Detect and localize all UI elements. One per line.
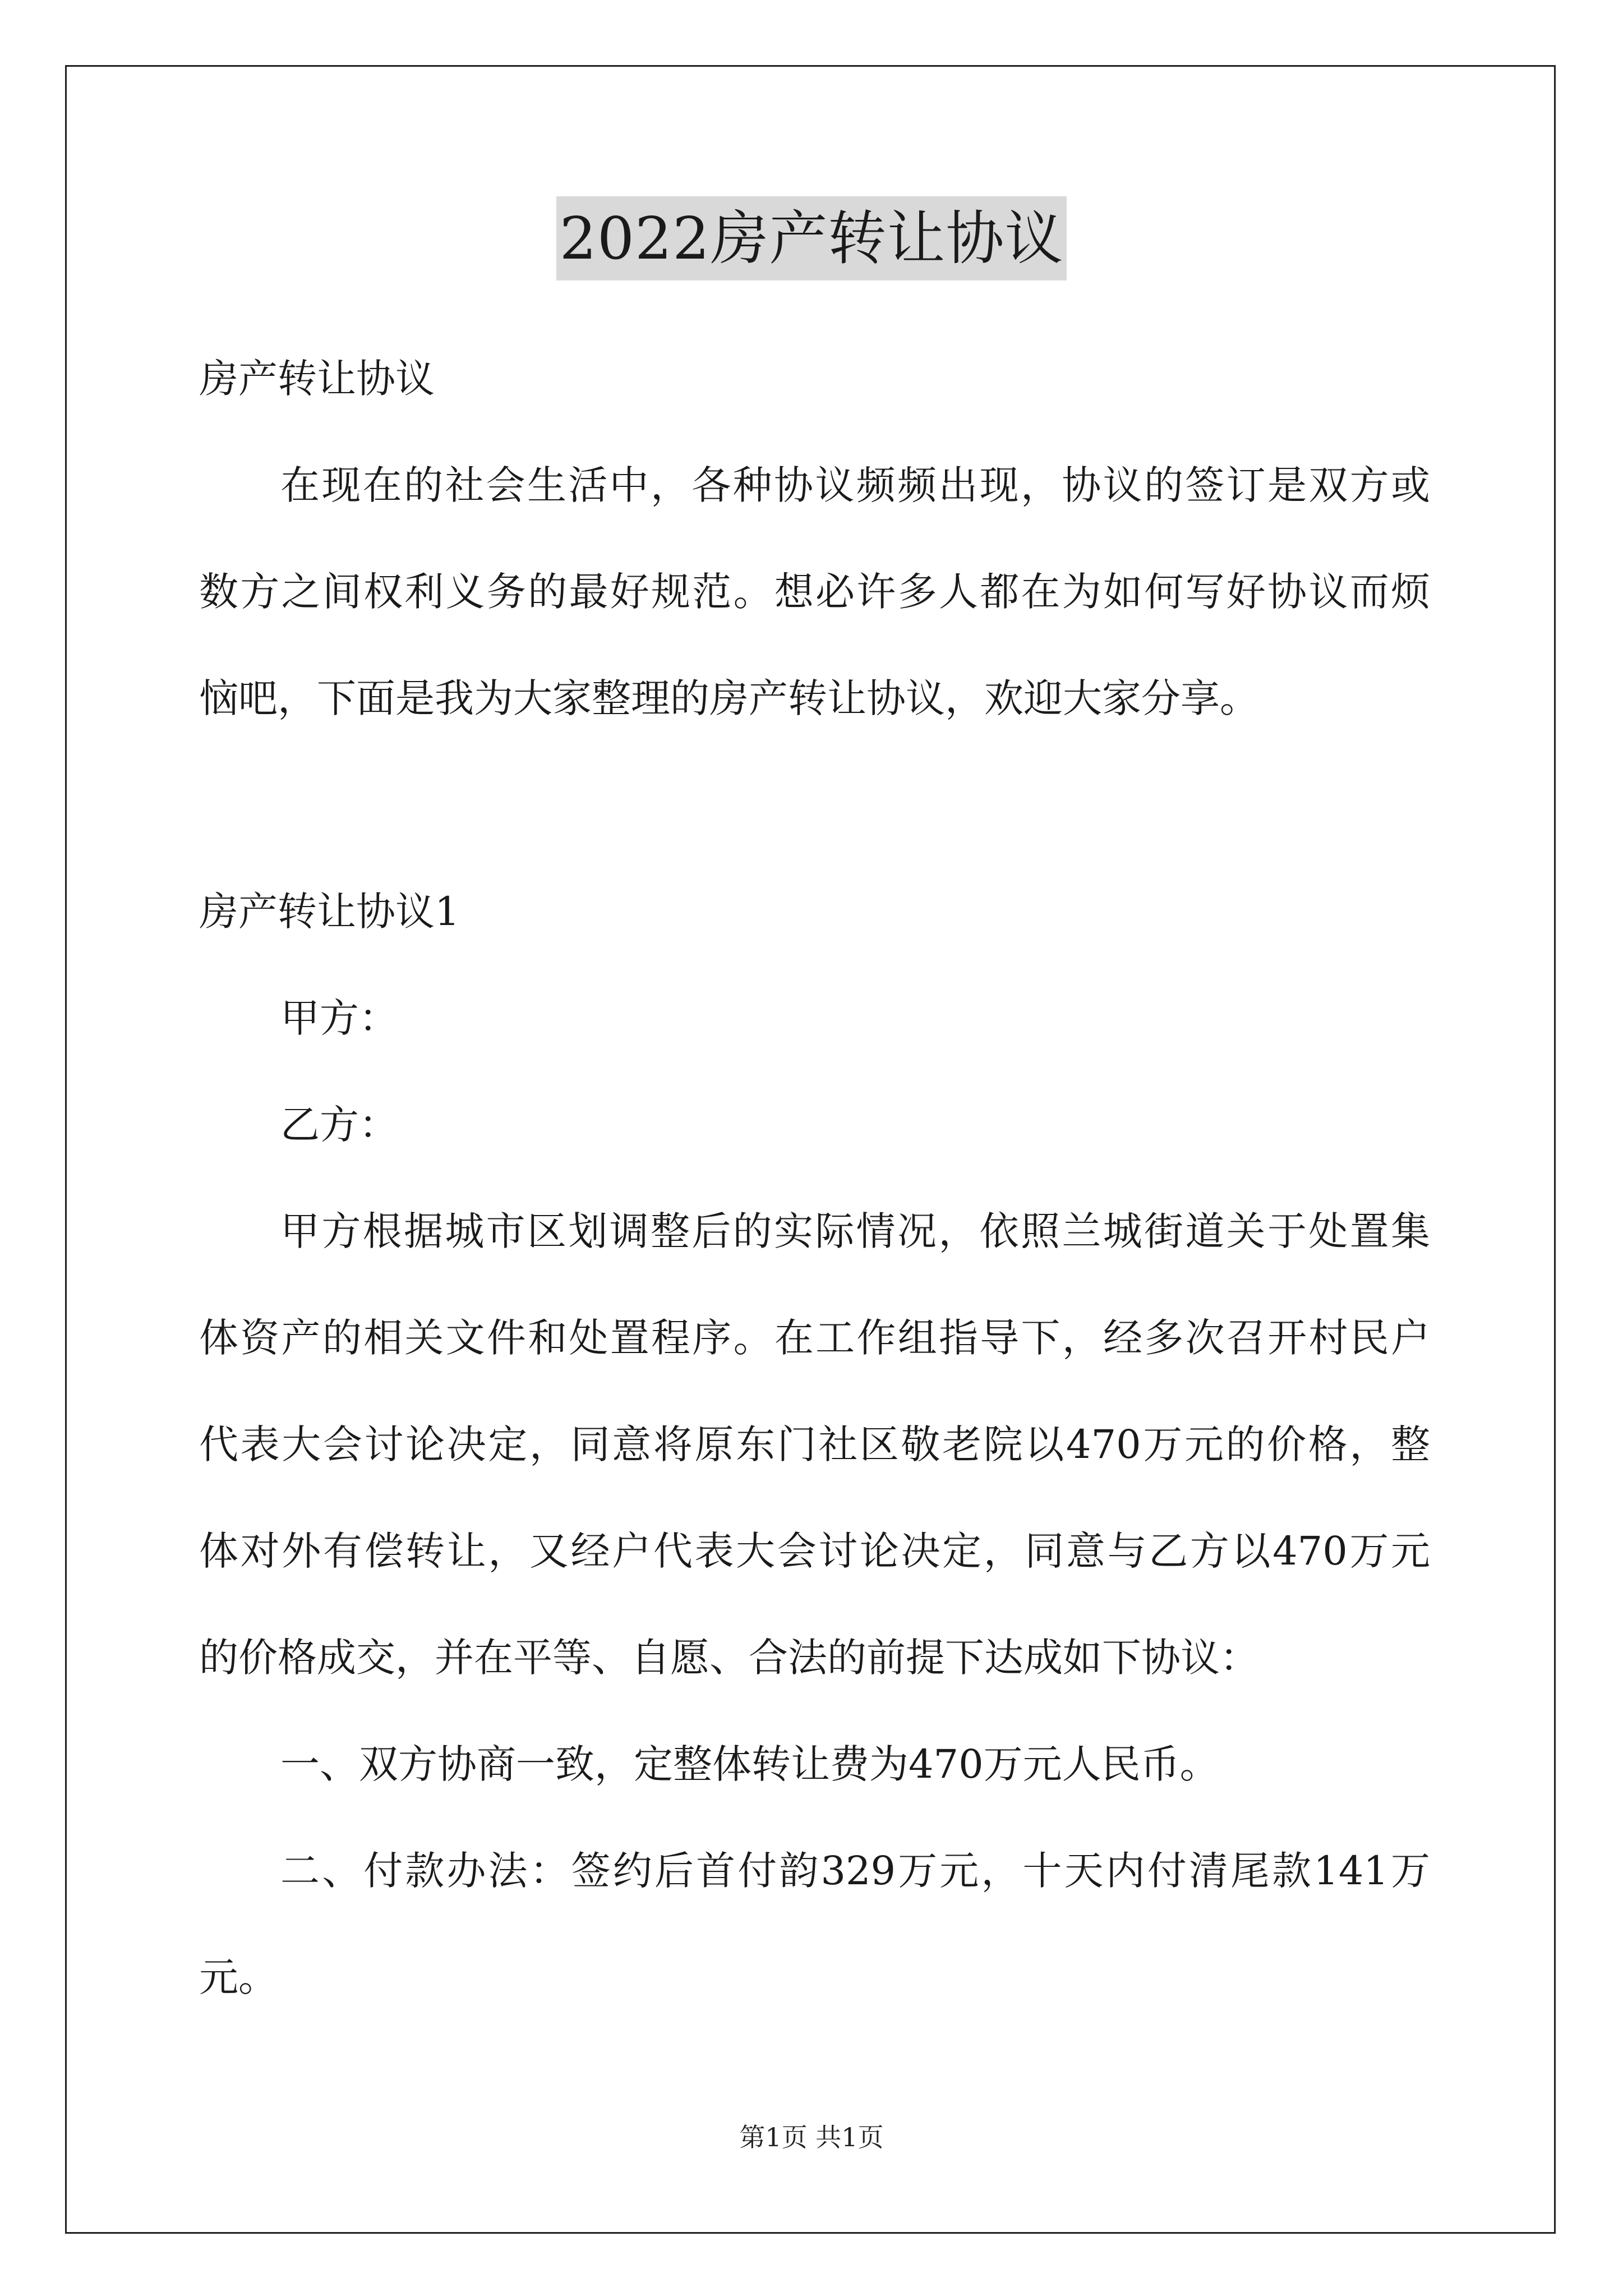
clause-2-line-1: 二、付款办法：签约后首付韵329万元，十天内付清尾款141万 [280,1848,1430,1894]
clause-2-line-2: 元。 [199,1954,278,2000]
document-heading: 房产转让协议 [199,356,435,402]
body-line-5: 的价格成交，并在平等、自愿、合法的前提下达成如下协议： [199,1635,1259,1681]
intro-line-2: 数方之间权利义务的最好规范。想必许多人都在为如何写好协议而烦 [199,569,1430,615]
intro-line-1: 在现在的社会生活中，各种协议频频出现，协议的签订是双方或 [280,462,1430,508]
party-a-label: 甲方： [280,995,398,1041]
page-footer: 第1页 共1页 [739,2122,884,2152]
body-line-1: 甲方根据城市区划调整后的实际情况，依照兰城街道关于处置集 [280,1208,1430,1254]
section-title: 房产转让协议1 [199,889,460,935]
intro-line-3: 恼吧，下面是我为大家整理的房产转让协议，欢迎大家分享。 [199,675,1259,721]
body-line-4: 体对外有偿转让，又经户代表大会讨论决定，同意与乙方以470万元 [199,1528,1430,1574]
document-title: 2022房产转让协议 [556,196,1067,280]
party-b-label: 乙方： [280,1102,398,1148]
clause-1: 一、双方协商一致，定整体转让费为470万元人民币。 [280,1741,1219,1787]
title-container [0,196,1623,280]
body-line-3: 代表大会讨论决定，同意将原东门社区敬老院以470万元的价格，整 [199,1421,1430,1467]
body-line-2: 体资产的相关文件和处置程序。在工作组指导下，经多次召开村民户 [199,1315,1430,1361]
